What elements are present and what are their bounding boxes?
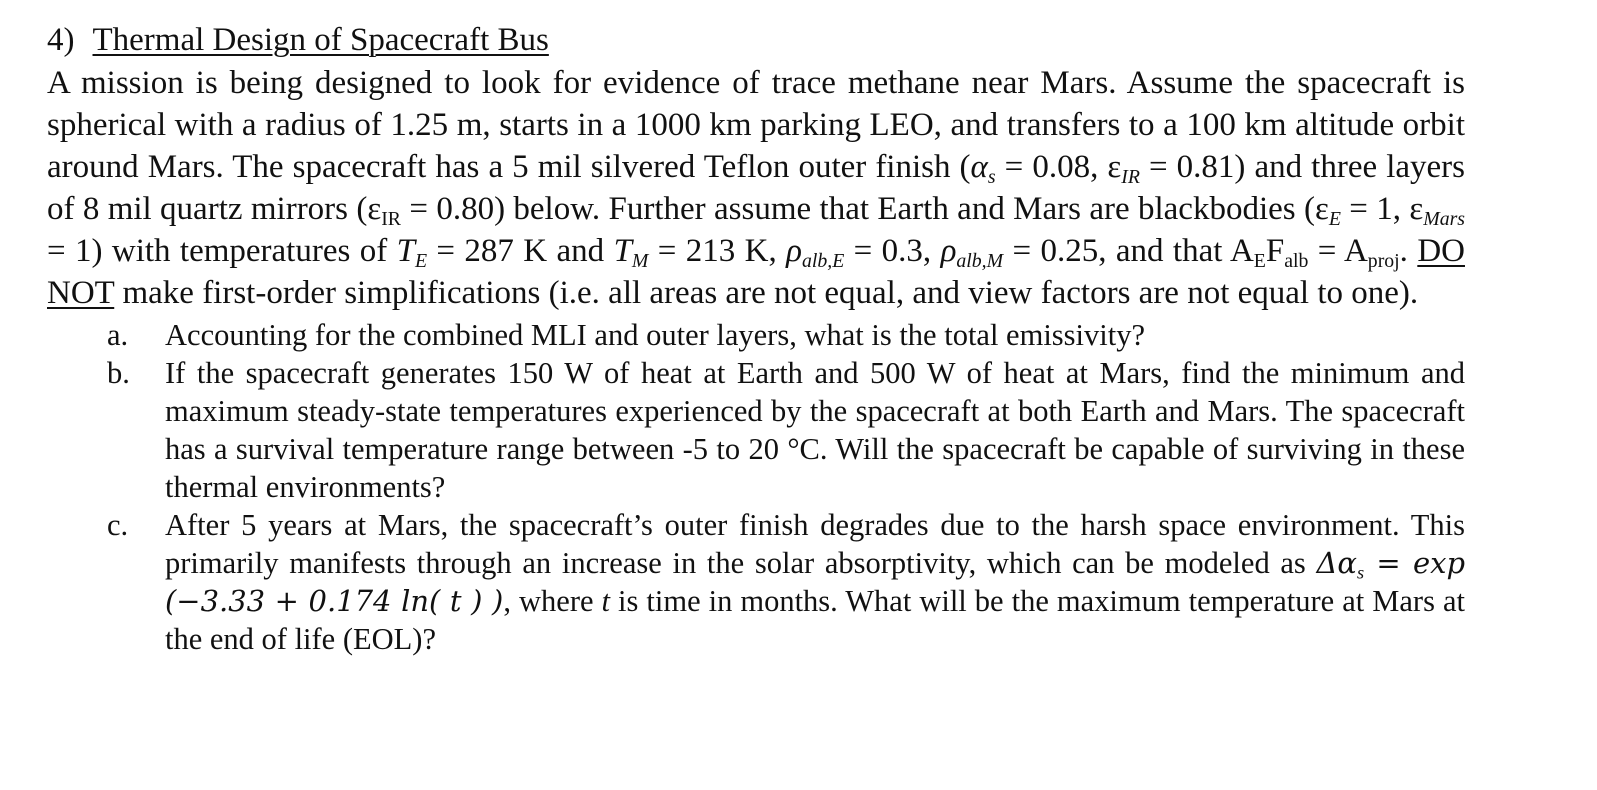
problem-intro [47, 62, 1465, 314]
intro-text: = 0.25, and that A [1003, 233, 1254, 269]
intro-text: = 1, [1340, 191, 1410, 227]
part-item [47, 316, 1465, 354]
view-factor-symbol: F [1265, 233, 1285, 269]
part-text-segment: is time in months. What will be the maximum temperature at Mars at the end of life (EOL)? [165, 584, 1465, 656]
part-marker: c. [107, 508, 129, 542]
intro-text: A mission is being designed to look for evidence of trace methane near Mars. Assume the spacecraft is spherical with a radius of 1.25 m, starts in a 1000 km parking LEO, and transfers to a 100 km altitude orbit around Mars. The spacecraft has a 5 mil silvered Teflon outer finish ( [47, 65, 1465, 185]
problem-title [47, 18, 1465, 62]
temperature-symbol: T [613, 233, 632, 269]
rho-sub: alb,E [801, 249, 845, 272]
part-item [47, 354, 1465, 506]
part-marker: b. [107, 356, 130, 390]
problem-parts-list [47, 316, 1465, 658]
intro-text: = 0.08, [995, 149, 1108, 185]
intro-text: make first-order simplifications (i.e. all areas are not equal, and view factors are not equal to one). [114, 275, 1419, 311]
part-item [47, 506, 1465, 658]
intro-text: = A [1308, 233, 1368, 269]
temperature-symbol: T [396, 233, 415, 269]
intro-text: = 1) with temperatures of [47, 233, 397, 269]
intro-text: . [1399, 233, 1418, 269]
rho-symbol: ρ [786, 233, 802, 269]
temperature-sub: M [631, 249, 649, 272]
part-text: If the spacecraft generates 150 W of heat at Earth and 500 W of heat at Mars, find the minimum and maximum steady-state temperatures experienced by the spacecraft at both Earth and Mars. The spacecraft has a survival temperature range between -5 to 20 °C. Will the spacecraft be capable of surviving in these thermal environments? [165, 356, 1465, 504]
intro-text: = 0.81) and three layers of 8 mil quartz mirrors ( [47, 149, 1465, 227]
degradation-formula: Δα [1316, 546, 1357, 580]
epsilon-sub: IR [1121, 165, 1140, 188]
intro-text: = 0.80) below. Further assume that Earth and Mars are blackbodies ( [401, 191, 1315, 227]
epsilon-symbol: ε [1409, 191, 1424, 227]
view-factor-sub: alb [1284, 249, 1309, 272]
area-sub: E [1253, 249, 1266, 272]
part-text: Accounting for the combined MLI and outer layers, what is the total emissivity? [165, 318, 1145, 352]
intro-text: = 213 K, [648, 233, 787, 269]
problem-number: 4) [47, 22, 75, 58]
epsilon-sub: Mars [1423, 207, 1465, 230]
problem-page [47, 18, 1465, 658]
part-marker: a. [107, 318, 129, 352]
intro-text: = 287 K and [427, 233, 614, 269]
epsilon-sub: E [1328, 207, 1341, 230]
formula-sub: s [1357, 562, 1365, 583]
area-sub: proj [1367, 249, 1400, 272]
rho-sub: alb,M [956, 249, 1004, 272]
epsilon-symbol: ε [1314, 191, 1329, 227]
part-text-segment: , where [503, 584, 602, 618]
epsilon-symbol: ε [367, 191, 382, 227]
rho-symbol: ρ [940, 233, 957, 269]
do-not-emphasis: DO NOT [47, 233, 1465, 311]
epsilon-symbol: ε [1107, 149, 1122, 185]
degradation-formula-rest: = exp (−3.33 + 0.174 ln( t ) ) [165, 546, 1465, 618]
part-text-segment: After 5 years at Mars, the spacecraft’s outer finish degrades due to the harsh space environment. This primarily manifests through an increase in the solar absorptivity, which can be modeled as [165, 508, 1465, 580]
intro-text: = 0.3, [844, 233, 941, 269]
problem-title-text: Thermal Design of Spacecraft Bus [92, 22, 549, 58]
alpha-symbol: α [970, 149, 988, 185]
time-variable: t [601, 584, 611, 618]
epsilon-sub: IR [381, 207, 401, 230]
alpha-sub: s [987, 165, 996, 188]
temperature-sub: E [414, 249, 428, 272]
part-text [165, 506, 1465, 658]
